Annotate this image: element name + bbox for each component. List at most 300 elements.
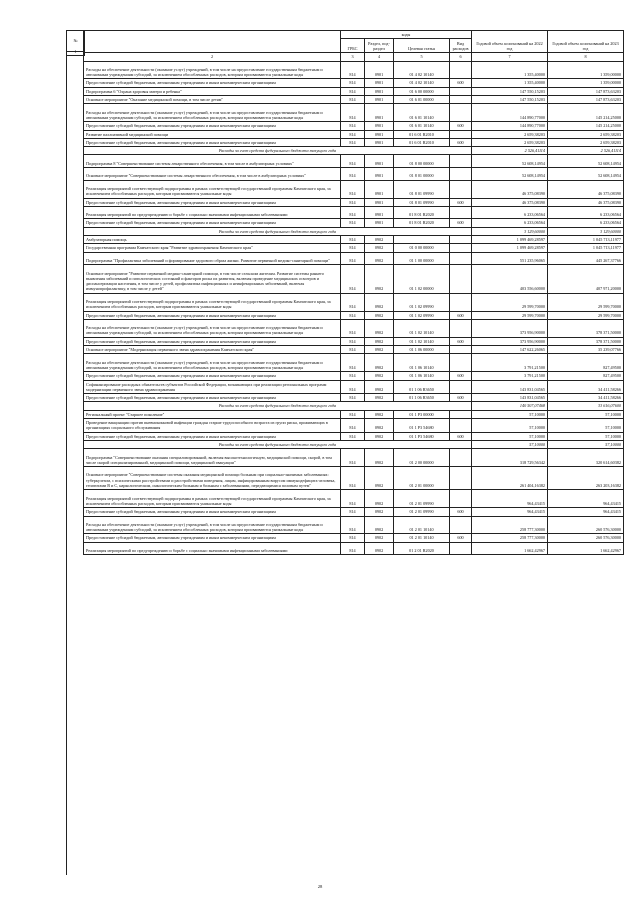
razdel-cell: 0902 <box>365 293 394 311</box>
year-2022-header: Годовой объем ассигнований на 2022 год <box>472 31 548 53</box>
grbs-cell: 814 <box>341 244 365 252</box>
row-name-cell: Предоставление субсидий бюджетным, автономным учреждениям и иным некоммерческим организациям <box>84 219 341 227</box>
amount-2022-cell: 1 099 469,28597 <box>472 244 548 252</box>
amount-2023-cell: 964,43415 <box>548 490 624 508</box>
table-row <box>84 354 624 372</box>
amount-2023-cell: 378 371,50000 <box>548 337 624 345</box>
target-article-cell: 01 4 02 10140 <box>394 61 450 79</box>
expense-type-cell <box>450 346 472 354</box>
grbs-cell: 814 <box>341 104 365 122</box>
target-article-cell: 01 4 02 10140 <box>394 79 450 87</box>
table-row <box>84 180 624 198</box>
amount-2023-cell: 6 233,06564 <box>548 206 624 219</box>
grbs-header: ГРБС <box>341 39 365 53</box>
table-row <box>84 394 624 402</box>
row-name-cell: Реализация мероприятий по предупреждению и борьбе с социально значимыми инфекционными заболеваниями <box>84 206 341 219</box>
name-column-header <box>84 31 341 53</box>
amount-2023-cell: 1 359,00000 <box>548 61 624 79</box>
amount-2022-cell: 2 659,38203 <box>472 130 548 138</box>
target-article-cell <box>394 236 450 244</box>
target-article-cell: 01 2 01 00000 <box>394 467 450 490</box>
row-name-cell: Расходы на обеспечение деятельности (оказание услуг) учреждений, в том числе на предоставление государственным бюджетным и автономным учреждениям субсидий, за исключением обособленных расходов, которым присваиваются уникальные коды <box>84 354 341 372</box>
table-row <box>84 168 624 181</box>
amount-2022-cell: 57,10000 <box>472 419 548 433</box>
grbs-cell: 814 <box>341 155 365 168</box>
amount-2023-cell: 52 608,14954 <box>548 168 624 181</box>
federal-funds-note: Расходы за счет средств федерального бюджета текущего года <box>84 227 472 235</box>
table-row <box>84 252 624 265</box>
row-name-cell: Основное мероприятие "Совершенствование системы оказания медицинской помощи больным при социально-значимых заболеваниях: туберкулезом, с психическими расстройствами и расстройствами поведения, лицам, инфицированным вирусом иммунодефицита человека, гепатитами В и С, наркологическим, онкологическим больным и больным с заболеваниями, передающимися половым путем" <box>84 467 341 490</box>
amount-2023-cell: 29 599,70000 <box>548 293 624 311</box>
razdel-cell: 0902 <box>365 534 394 542</box>
row-name-cell: Государственная программа Камчатского края "Развитие здравоохранения Камчатского края" <box>84 244 341 252</box>
expense-type-cell <box>450 293 472 311</box>
note-amount-2023: 2 526,41114 <box>548 147 624 155</box>
grbs-cell: 814 <box>341 87 365 95</box>
amount-2022-cell: 1 355,40000 <box>472 61 548 79</box>
grbs-cell: 814 <box>341 432 365 440</box>
table-row <box>84 490 624 508</box>
table-row <box>84 542 624 555</box>
razdel-cell: 0902 <box>365 319 394 337</box>
razdel-header: Раздел, под-раздел <box>365 39 394 53</box>
table-row <box>84 346 624 354</box>
expense-type-cell <box>450 244 472 252</box>
razdel-cell: 0902 <box>365 508 394 516</box>
table-row <box>84 508 624 516</box>
expense-type-cell: 600 <box>450 534 472 542</box>
amount-2023-cell: 263 203,16382 <box>548 467 624 490</box>
target-article-cell: 01 1 06 10140 <box>394 372 450 380</box>
target-article-header: Целевая статья <box>394 39 450 53</box>
expense-type-cell <box>450 467 472 490</box>
table-row <box>84 449 624 467</box>
amount-2023-cell: 145 214,25000 <box>548 104 624 122</box>
razdel-cell: 0901 <box>365 79 394 87</box>
amount-2023-cell: 57,10000 <box>548 410 624 418</box>
year-2023-header: Годовой объем ассигнований на 2023 год <box>548 31 624 53</box>
note-amount-2023: 3 129,60000 <box>548 227 624 235</box>
expense-type-cell: 600 <box>450 337 472 345</box>
amount-2023-cell: 407 971,20000 <box>548 265 624 294</box>
expense-type-cell <box>450 180 472 198</box>
note-amount-2022: 140 507,07468 <box>472 402 548 410</box>
row-name-cell: Региональный проект "Старшее поколение" <box>84 410 341 418</box>
expense-type-cell <box>450 449 472 467</box>
note-amount-2022: 3 129,60000 <box>472 227 548 235</box>
amount-2023-cell: 57,10000 <box>548 419 624 433</box>
row-name-cell: Основное мероприятие "Совершенствование системы лекарственного обеспечения, в том числе в амбулаторных условиях" <box>84 168 341 181</box>
amount-2023-cell: 827,49500 <box>548 372 624 380</box>
razdel-cell: 0902 <box>365 372 394 380</box>
expense-type-cell <box>450 410 472 418</box>
target-article-cell: 01 6 01 10140 <box>394 122 450 130</box>
grbs-cell: 814 <box>341 410 365 418</box>
grbs-cell: 814 <box>341 380 365 394</box>
row-name-cell: Подпрограмма "Профилактика заболеваний и формирование здорового образа жизни. Развитие первичной медико-санитарной помощи" <box>84 252 341 265</box>
amount-2022-cell: 964,43415 <box>472 508 548 516</box>
note-amount-2022: 2 526,41114 <box>472 147 548 155</box>
razdel-cell: 0902 <box>365 467 394 490</box>
column-index: 5 <box>394 53 450 61</box>
amount-2022-cell: 57,10000 <box>472 432 548 440</box>
razdel-cell: 0901 <box>365 96 394 104</box>
amount-2022-cell: 143 831,04565 <box>472 380 548 394</box>
column-index: 3 <box>341 53 365 61</box>
expense-type-cell <box>450 61 472 79</box>
table-row <box>84 122 624 130</box>
target-article-cell: 01 1 P3 54680 <box>394 432 450 440</box>
amount-2022-cell: 3 791,21500 <box>472 354 548 372</box>
grbs-cell: 814 <box>341 346 365 354</box>
table-row <box>84 206 624 219</box>
grbs-cell: 814 <box>341 219 365 227</box>
grbs-cell: 814 <box>341 252 365 265</box>
expense-type-cell: 600 <box>450 198 472 206</box>
razdel-cell: 0901 <box>365 138 394 146</box>
amount-2023-cell: 445 267,37766 <box>548 252 624 265</box>
amount-2023-cell: 1 359,00000 <box>548 79 624 87</box>
row-name-cell: Реализация мероприятий по предупреждению и борьбе с социально значимыми инфекционными заболеваниями <box>84 542 341 555</box>
target-article-cell: 01 8 01 09990 <box>394 198 450 206</box>
row-name-cell: Подпрограмма 6 "Охрана здоровья матери и ребенка" <box>84 87 341 95</box>
target-article-cell: 01 1 00 00000 <box>394 252 450 265</box>
row-name-cell: Предоставление субсидий бюджетным, автономным учреждениям и иным некоммерческим организациям <box>84 79 341 87</box>
amount-2022-cell: 57,10000 <box>472 410 548 418</box>
expense-type-cell: 600 <box>450 79 472 87</box>
razdel-cell: 0902 <box>365 337 394 345</box>
grbs-cell: 814 <box>341 311 365 319</box>
note-amount-2023: 57,10000 <box>548 440 624 448</box>
table-row <box>84 534 624 542</box>
note-amount-2022: 57,10000 <box>472 440 548 448</box>
razdel-cell: 0902 <box>365 419 394 433</box>
amount-2023-cell: 46 375,08390 <box>548 198 624 206</box>
amount-2022-cell: 1 355,40000 <box>472 79 548 87</box>
row-name-cell: Предоставление субсидий бюджетным, автономным учреждениям и иным некоммерческим организациям <box>84 508 341 516</box>
razdel-cell: 0901 <box>365 198 394 206</box>
grbs-cell: 814 <box>341 354 365 372</box>
target-article-cell: 01 1 06 00000 <box>394 346 450 354</box>
target-article-cell: 01 1 06 R3650 <box>394 394 450 402</box>
expense-type-cell <box>450 319 472 337</box>
table-body <box>84 61 624 555</box>
expense-type-cell <box>450 236 472 244</box>
grbs-cell: 814 <box>341 206 365 219</box>
grbs-cell: 814 <box>341 542 365 555</box>
razdel-cell: 0902 <box>365 265 394 294</box>
target-article-cell: 01 1 02 10140 <box>394 337 450 345</box>
expense-type-cell: 600 <box>450 508 472 516</box>
row-name-cell: Предоставление субсидий бюджетным, автономным учреждениям и иным некоммерческим организациям <box>84 311 341 319</box>
target-article-cell: 01 8 01 R2020 <box>394 206 450 219</box>
table-row <box>84 516 624 534</box>
row-name-cell: Предоставление субсидий бюджетным, автономным учреждениям и иным некоммерческим организациям <box>84 337 341 345</box>
razdel-cell: 0901 <box>365 219 394 227</box>
amount-2023-cell: 34 411,58266 <box>548 380 624 394</box>
razdel-cell: 0902 <box>365 394 394 402</box>
target-article-cell: 01 8 01 09990 <box>394 180 450 198</box>
expense-type-cell: 600 <box>450 122 472 130</box>
table-row <box>84 155 624 168</box>
amount-2022-cell: 52 608,14954 <box>472 168 548 181</box>
amount-2023-cell: 260 576,30000 <box>548 516 624 534</box>
grbs-cell: 814 <box>341 337 365 345</box>
table-row <box>84 79 624 87</box>
expense-type-header: Вид расходов <box>450 39 472 53</box>
table-row <box>84 372 624 380</box>
federal-funds-note-row <box>84 440 624 448</box>
federal-funds-note: Расходы за счет средств федерального бюджета текущего года <box>84 440 472 448</box>
amount-2023-cell: 1 662,42967 <box>548 542 624 555</box>
razdel-cell: 0901 <box>365 104 394 122</box>
razdel-cell: 0902 <box>365 449 394 467</box>
expense-type-cell: 600 <box>450 394 472 402</box>
row-number-index: 1 <box>66 50 85 56</box>
row-name-cell: Развитие паллиативной медицинской помощи <box>84 130 341 138</box>
federal-funds-note-row <box>84 227 624 235</box>
grbs-cell: 814 <box>341 516 365 534</box>
row-name-cell: Проведение вакцинации против пневмококковой инфекции граждан старше трудоспособного возраста из групп риска, проживающих в организациях социального обслуживания <box>84 419 341 433</box>
razdel-cell: 0902 <box>365 542 394 555</box>
razdel-cell: 0901 <box>365 87 394 95</box>
table-row <box>84 410 624 418</box>
amount-2022-cell: 318 729,56342 <box>472 449 548 467</box>
target-article-cell: 01 0 00 00000 <box>394 244 450 252</box>
row-name-cell: Расходы на обеспечение деятельности (оказание услуг) учреждений, в том числе на предоставление государственным бюджетным и автономным учреждениям субсидий, за исключением обособленных расходов, которым присваиваются уникальные коды <box>84 319 341 337</box>
table-row <box>84 96 624 104</box>
row-name-cell: Реализация мероприятий соответствующей подпрограммы в рамках соответствующей государственной программы Камчатского края, за исключением обособленных расходов, которым присваиваются уникальные коды <box>84 490 341 508</box>
target-article-cell: 01 6 01 10140 <box>394 104 450 122</box>
amount-2022-cell: 6 233,06564 <box>472 206 548 219</box>
amount-2023-cell: 147 873,63203 <box>548 87 624 95</box>
amount-2022-cell: 373 956,90000 <box>472 319 548 337</box>
amount-2022-cell: 52 608,14954 <box>472 155 548 168</box>
amount-2023-cell: 34 411,58266 <box>548 394 624 402</box>
razdel-cell: 0901 <box>365 180 394 198</box>
target-article-cell: 01 2 01 09990 <box>394 508 450 516</box>
amount-2022-cell: 46 375,08390 <box>472 198 548 206</box>
row-name-cell: Предоставление субсидий бюджетным, автономным учреждениям и иным некоммерческим организациям <box>84 394 341 402</box>
amount-2022-cell: 29 599,70000 <box>472 293 548 311</box>
column-index: 8 <box>548 53 624 61</box>
grbs-cell: 814 <box>341 130 365 138</box>
target-article-cell: 01 1 06 R3650 <box>394 380 450 394</box>
amount-2023-cell: 378 371,50000 <box>548 319 624 337</box>
amount-2022-cell: 144 890,77000 <box>472 122 548 130</box>
row-name-cell: Основное мероприятие "Модернизация первичного звена здравоохранения Камчатского края" <box>84 346 341 354</box>
federal-funds-note-row <box>84 147 624 155</box>
amount-2022-cell: 6 233,06564 <box>472 219 548 227</box>
codes-header: коды <box>341 31 472 39</box>
amount-2022-cell: 1 099 469,28597 <box>472 236 548 244</box>
column-index: 7 <box>472 53 548 61</box>
amount-2022-cell: 3 791,21500 <box>472 372 548 380</box>
razdel-cell: 0901 <box>365 206 394 219</box>
row-name-cell: Реализация мероприятий соответствующей подпрограммы в рамках соответствующей государственной программы Камчатского края, за исключением обособленных расходов, которым присваиваются уникальные коды <box>84 180 341 198</box>
amount-2022-cell: 144 890,77000 <box>472 104 548 122</box>
expense-type-cell <box>450 354 472 372</box>
amount-2023-cell: 6 233,06564 <box>548 219 624 227</box>
grbs-cell: 814 <box>341 534 365 542</box>
table-row <box>84 432 624 440</box>
page-number: 28 <box>317 884 323 889</box>
expense-type-cell <box>450 168 472 181</box>
amount-2023-cell: 260 576,30000 <box>548 534 624 542</box>
row-name-cell: Расходы на обеспечение деятельности (оказание услуг) учреждений, в том числе на предоставление государственным бюджетным и автономным учреждениям субсидий, за исключением обособленных расходов, которым присваиваются уникальные коды <box>84 516 341 534</box>
budget-table <box>83 30 624 555</box>
grbs-cell: 814 <box>341 467 365 490</box>
amount-2022-cell: 147 550,15203 <box>472 87 548 95</box>
target-article-cell: 01 6 01 R2010 <box>394 130 450 138</box>
amount-2023-cell: 2 659,38203 <box>548 138 624 146</box>
row-name-cell: Софинансирование расходных обязательств субъектов Российской Федерации, возникающих при реализации региональных программ модернизации первичного звена здравоохранения <box>84 380 341 394</box>
row-name-cell: Расходы на обеспечение деятельности (оказание услуг) учреждений, в том числе на предоставление государственным бюджетным и автономным учреждениям субсидий, за исключением обособленных расходов, которым присваиваются уникальные коды <box>84 104 341 122</box>
amount-2023-cell: 827,49500 <box>548 354 624 372</box>
row-name-cell: Расходы на обеспечение деятельности (оказание услуг) учреждений, в том числе на предоставление государственным бюджетным и автономным учреждениям субсидий, за исключением обособленных расходов, которым присваиваются уникальные коды <box>84 61 341 79</box>
expense-type-cell <box>450 104 472 122</box>
target-article-cell: 01 1 02 10140 <box>394 319 450 337</box>
target-article-cell: 01 8 01 R2020 <box>394 219 450 227</box>
table-row <box>84 293 624 311</box>
expense-type-cell <box>450 419 472 433</box>
amount-2023-cell: 2 659,38203 <box>548 130 624 138</box>
target-article-cell: 01 8 00 00000 <box>394 155 450 168</box>
razdel-cell: 0902 <box>365 252 394 265</box>
row-name-cell: Предоставление субсидий бюджетным, автономным учреждениям и иным некоммерческим организациям <box>84 138 341 146</box>
expense-type-cell <box>450 130 472 138</box>
razdel-cell: 0902 <box>365 311 394 319</box>
amount-2023-cell: 57,10000 <box>548 432 624 440</box>
grbs-cell: 814 <box>341 122 365 130</box>
row-name-cell: Предоставление субсидий бюджетным, автономным учреждениям и иным некоммерческим организациям <box>84 432 341 440</box>
amount-2022-cell: 403 556,60000 <box>472 265 548 294</box>
note-amount-2023: 33 616,07600 <box>548 402 624 410</box>
amount-2023-cell: 320 614,60382 <box>548 449 624 467</box>
expense-type-cell <box>450 265 472 294</box>
target-article-cell: 01 8 01 00000 <box>394 168 450 181</box>
amount-2022-cell: 258 777,30000 <box>472 516 548 534</box>
razdel-cell: 0901 <box>365 61 394 79</box>
federal-funds-note: Расходы за счет средств федерального бюджета текущего года <box>84 402 472 410</box>
amount-2022-cell: 2 659,38203 <box>472 138 548 146</box>
table-row <box>84 219 624 227</box>
amount-2022-cell: 551 235,96065 <box>472 252 548 265</box>
target-article-cell: 01 2 00 00000 <box>394 449 450 467</box>
expense-type-cell: 600 <box>450 311 472 319</box>
razdel-cell: 0902 <box>365 516 394 534</box>
column-index: 6 <box>450 53 472 61</box>
table-row <box>84 198 624 206</box>
target-article-cell: 01 1 02 00000 <box>394 265 450 294</box>
razdel-cell: 0902 <box>365 490 394 508</box>
amount-2022-cell: 373 956,90000 <box>472 337 548 345</box>
amount-2022-cell: 1 662,42967 <box>472 542 548 555</box>
razdel-cell: 0901 <box>365 122 394 130</box>
expense-type-cell <box>450 87 472 95</box>
table-row <box>84 138 624 146</box>
table-row <box>84 311 624 319</box>
table-row <box>84 104 624 122</box>
expense-type-cell <box>450 516 472 534</box>
target-article-cell: 01 2 01 09990 <box>394 490 450 508</box>
expense-type-cell <box>450 252 472 265</box>
amount-2022-cell: 29 599,70000 <box>472 311 548 319</box>
razdel-cell: 0902 <box>365 354 394 372</box>
target-article-cell: 01 1 02 09990 <box>394 311 450 319</box>
grbs-cell: 814 <box>341 490 365 508</box>
target-article-cell: 01 6 00 00000 <box>394 87 450 95</box>
target-article-cell: 01 1 P3 00000 <box>394 410 450 418</box>
expense-type-cell <box>450 380 472 394</box>
razdel-cell: 0901 <box>365 130 394 138</box>
grbs-cell: 814 <box>341 168 365 181</box>
table-row <box>84 319 624 337</box>
amount-2023-cell: 52 608,14954 <box>548 155 624 168</box>
column-index: 2 <box>84 53 341 61</box>
federal-funds-note: Расходы за счет средств федерального бюджета текущего года <box>84 147 472 155</box>
razdel-cell: 0902 <box>365 432 394 440</box>
table-row <box>84 87 624 95</box>
target-article-cell: 01 1 02 09990 <box>394 293 450 311</box>
row-name-cell: Подпрограмма 8 "Совершенствование системы лекарственного обеспечения, в том числе в амбулаторных условиях" <box>84 155 341 168</box>
grbs-cell: 814 <box>341 61 365 79</box>
table-row <box>84 467 624 490</box>
target-article-cell: 01 2 01 R2020 <box>394 542 450 555</box>
table-row <box>84 236 624 244</box>
target-article-cell: 01 6 01 R2010 <box>394 138 450 146</box>
razdel-cell: 0902 <box>365 244 394 252</box>
grbs-cell: 814 <box>341 449 365 467</box>
expense-type-cell <box>450 96 472 104</box>
row-name-cell: Основное мероприятие "Развитие первичной медико-санитарной помощи, в том числе сельским жителям. Развитие системы раннего выявления заболеваний и патологических состояний и факторов риска их развития, включая проведение медицинских осмотров и диспансеризации населения, в том числе у детей, профилактика инфекционных и неинфекционных заболеваний, включая иммунопрофилактику, в том числе у детей" <box>84 265 341 294</box>
grbs-cell: 814 <box>341 79 365 87</box>
target-article-cell: 01 6 01 00000 <box>394 96 450 104</box>
table-row <box>84 244 624 252</box>
table-row <box>84 419 624 433</box>
target-article-cell: 01 2 01 10140 <box>394 534 450 542</box>
amount-2023-cell: 35 239,07766 <box>548 346 624 354</box>
expense-type-cell <box>450 490 472 508</box>
target-article-cell: 01 2 01 10140 <box>394 516 450 534</box>
amount-2022-cell: 261 404,16382 <box>472 467 548 490</box>
table-row <box>84 380 624 394</box>
grbs-cell: 814 <box>341 198 365 206</box>
grbs-cell: 814 <box>341 138 365 146</box>
grbs-cell: 814 <box>341 319 365 337</box>
row-name-cell: Подпрограмма "Совершенствование оказания специализированной, включая высокотехнологичную, медицинской помощи, скорой, в том числе скорой специализированной, медицинской помощи, медицинской эвакуации" <box>84 449 341 467</box>
row-name-cell: Предоставление субсидий бюджетным, автономным учреждениям и иным некоммерческим организациям <box>84 198 341 206</box>
grbs-cell: 814 <box>341 265 365 294</box>
grbs-cell: 814 <box>341 419 365 433</box>
row-name-cell: Основное мероприятие "Оказание медицинской помощи, в том числе детям" <box>84 96 341 104</box>
amount-2022-cell: 964,43415 <box>472 490 548 508</box>
amount-2022-cell: 147 622,26065 <box>472 346 548 354</box>
row-name-cell: Амбулаторная помощь <box>84 236 341 244</box>
razdel-cell: 0902 <box>365 380 394 394</box>
table-row <box>84 130 624 138</box>
grbs-cell: 814 <box>341 180 365 198</box>
row-name-cell: Предоставление субсидий бюджетным, автономным учреждениям и иным некоммерческим организациям <box>84 372 341 380</box>
target-article-cell: 01 1 06 10140 <box>394 354 450 372</box>
razdel-cell: 0902 <box>365 236 394 244</box>
federal-funds-note-row <box>84 402 624 410</box>
razdel-cell: 0902 <box>365 346 394 354</box>
grbs-cell: 814 <box>341 293 365 311</box>
column-index: 4 <box>365 53 394 61</box>
amount-2023-cell: 46 375,08390 <box>548 180 624 198</box>
amount-2023-cell: 1 045 713,11977 <box>548 244 624 252</box>
